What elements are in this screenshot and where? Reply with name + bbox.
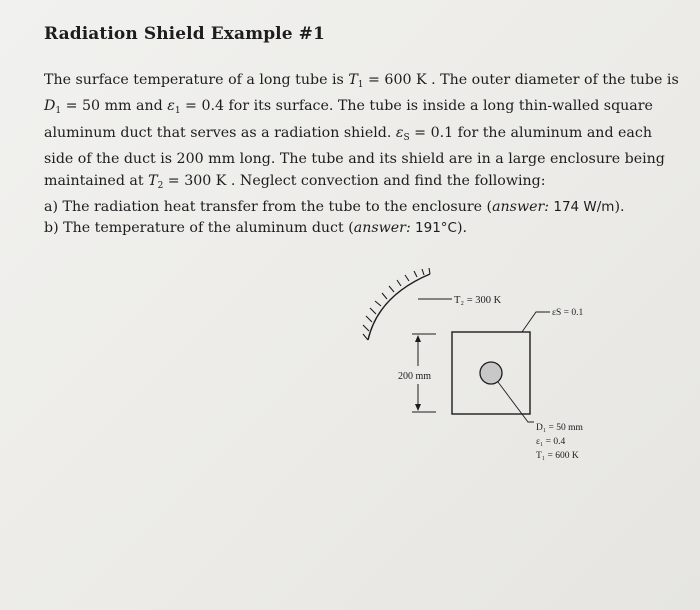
- dimension-arrow-up: [415, 335, 421, 342]
- tube: [480, 362, 502, 384]
- question-b: b) The temperature of the aluminum duct (answer: 191°C).: [44, 220, 468, 237]
- problem-line-3: aluminum duct that serves as a radiation shield. $\varepsilon_S = 0.1$ for the aluminum and each: [44, 124, 652, 143]
- radiation-shield-diagram: [360, 262, 620, 472]
- problem-line-4: side of the duct is 200 mm long. The tube and its shield are in a large enclosure being: [44, 151, 665, 168]
- dimension-label: 200 mm: [398, 371, 432, 382]
- tube-diameter-label: D₁ = 50 mm: [536, 423, 583, 433]
- tube-emissivity-label: ε₁ = 0.4: [536, 437, 566, 447]
- shield-leader: [522, 312, 550, 332]
- problem-line-2: $D_1 = 50$ mm and $\varepsilon_1 = 0.4$ for its surface. The tube is inside a long thin-walled square: [44, 98, 653, 117]
- shield-emissivity-label: εS = 0.1: [552, 308, 584, 318]
- dimension-arrow-down: [415, 404, 421, 411]
- page-title: Radiation Shield Example #1: [44, 24, 325, 44]
- problem-line-1: The surface temperature of a long tube is $T_1 = 600$ K . The outer diameter of the tube is: [44, 72, 679, 90]
- problem-line-5: maintained at $T_2 = 300$ K . Neglect convection and find the following:: [44, 172, 546, 191]
- tube-temperature-label: T₁ = 600 K: [536, 451, 579, 461]
- question-a: a) The radiation heat transfer from the tube to the enclosure (answer: 174 W/m).: [44, 199, 625, 216]
- tube-leader: [498, 382, 534, 422]
- problem-statement: [44, 70, 679, 240]
- enclosure-temperature-label: T₂ = 300 K: [454, 295, 502, 306]
